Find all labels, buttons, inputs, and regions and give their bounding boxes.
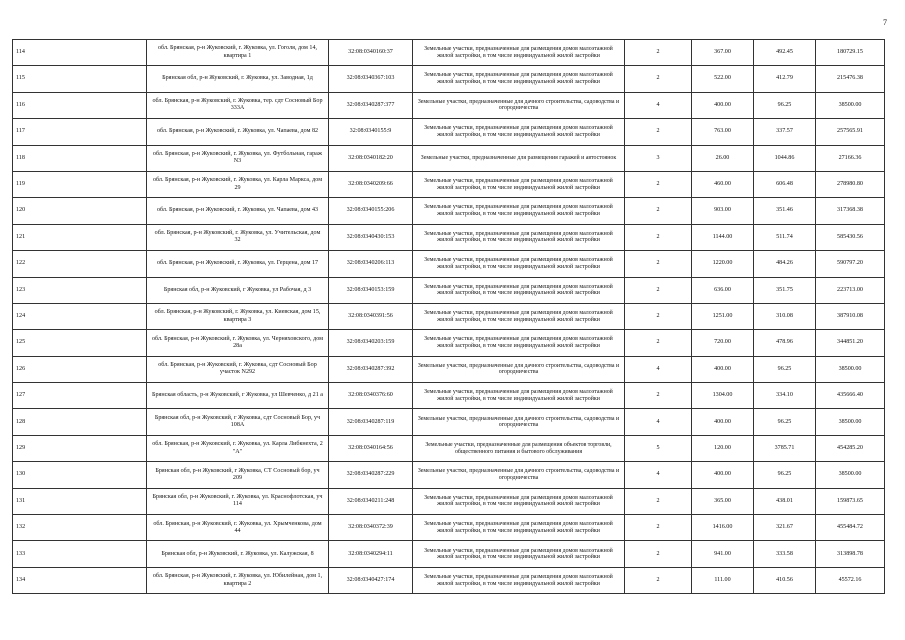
row-number-cell: 116 bbox=[13, 92, 147, 118]
cadastral-number-cell: 32:08:0340164:56 bbox=[329, 435, 413, 461]
table-row bbox=[13, 303, 885, 329]
row-number-cell: 115 bbox=[13, 66, 147, 92]
table-row bbox=[13, 515, 885, 541]
row-number-cell: 122 bbox=[13, 251, 147, 277]
table-row bbox=[13, 119, 885, 145]
land-use-cell: Земельные участки, предназначенные для размещения домов малоэтажной жилой застройки, в том числе индивидуальной жилой застройки bbox=[413, 198, 625, 224]
table-row bbox=[13, 171, 885, 197]
rate-cell: 606.48 bbox=[754, 171, 816, 197]
address-cell: обл. Брянская, р-н Жуковский, г. Жуковка, ул. Черняховского, дом 28а bbox=[147, 330, 329, 356]
row-number-cell: 129 bbox=[13, 435, 147, 461]
cadastral-value-cell: 278980.80 bbox=[816, 171, 885, 197]
address-cell: Брянская обл, р-н Жуковский, г. Жуковка, ул. Заводная, 1д bbox=[147, 66, 329, 92]
table-row bbox=[13, 277, 885, 303]
group-cell: 2 bbox=[625, 224, 692, 250]
cadastral-number-cell: 32:08:0340287:377 bbox=[329, 92, 413, 118]
area-cell: 400.00 bbox=[692, 92, 754, 118]
cadastral-number-cell: 32:08:0340155:9 bbox=[329, 119, 413, 145]
table-row bbox=[13, 330, 885, 356]
row-number-cell: 118 bbox=[13, 145, 147, 171]
cadastral-number-cell: 32:08:0340427:174 bbox=[329, 567, 413, 593]
area-cell: 26.00 bbox=[692, 145, 754, 171]
land-use-cell: Земельные участки, предназначенные для размещения домов малоэтажной жилой застройки, в том числе индивидуальной жилой застройки bbox=[413, 277, 625, 303]
cadastral-value-cell: 313898.78 bbox=[816, 541, 885, 567]
cadastral-number-cell: 32:08:0340160:37 bbox=[329, 40, 413, 66]
group-cell: 2 bbox=[625, 383, 692, 409]
group-cell: 2 bbox=[625, 66, 692, 92]
table-row bbox=[13, 92, 885, 118]
cadastral-value-cell: 317368.38 bbox=[816, 198, 885, 224]
table-row bbox=[13, 383, 885, 409]
row-number-cell: 134 bbox=[13, 567, 147, 593]
cadastral-value-cell: 387910.08 bbox=[816, 303, 885, 329]
table-row bbox=[13, 40, 885, 66]
cadastral-value-cell: 38500.00 bbox=[816, 92, 885, 118]
row-number-cell: 114 bbox=[13, 40, 147, 66]
rate-cell: 337.57 bbox=[754, 119, 816, 145]
table-row bbox=[13, 435, 885, 461]
address-cell: обл. Брянская, р-н Жуковский, г. Жуковка, ул. Юбилейная, дом 1, квартира 2 bbox=[147, 567, 329, 593]
address-cell: обл. Брянская, р-н Жуковский, г. Жуковка, ул. Карла Либкнехта, 2 "А" bbox=[147, 435, 329, 461]
table-row bbox=[13, 66, 885, 92]
row-number-cell: 126 bbox=[13, 356, 147, 382]
rate-cell: 438.01 bbox=[754, 488, 816, 514]
land-use-cell: Земельные участки, предназначенные для дачного строительства, садоводства и огородничества bbox=[413, 409, 625, 435]
row-number-cell: 127 bbox=[13, 383, 147, 409]
page-number: 7 bbox=[883, 18, 887, 27]
address-cell: Брянская обл, р-н Жуковский, г Жуковка, СТ Сосновый бор, уч 209 bbox=[147, 462, 329, 488]
cadastral-number-cell: 32:08:0340430:153 bbox=[329, 224, 413, 250]
rate-cell: 351.75 bbox=[754, 277, 816, 303]
area-cell: 1220.00 bbox=[692, 251, 754, 277]
rate-cell: 492.45 bbox=[754, 40, 816, 66]
rate-cell: 351.46 bbox=[754, 198, 816, 224]
area-cell: 636.00 bbox=[692, 277, 754, 303]
rate-cell: 410.56 bbox=[754, 567, 816, 593]
table-row bbox=[13, 224, 885, 250]
cadastral-value-cell: 27166.36 bbox=[816, 145, 885, 171]
rate-cell: 478.96 bbox=[754, 330, 816, 356]
land-use-cell: Земельные участки, предназначенные для размещения домов малоэтажной жилой застройки, в том числе индивидуальной жилой застройки bbox=[413, 119, 625, 145]
cadastral-value-cell: 455484.72 bbox=[816, 515, 885, 541]
land-use-cell: Земельные участки, предназначенные для размещения домов малоэтажной жилой застройки, в том числе индивидуальной жилой застройки bbox=[413, 567, 625, 593]
cadastral-number-cell: 32:08:0340391:56 bbox=[329, 303, 413, 329]
area-cell: 522.00 bbox=[692, 66, 754, 92]
table-row bbox=[13, 145, 885, 171]
cadastral-number-cell: 32:08:0340182:20 bbox=[329, 145, 413, 171]
rate-cell: 334.10 bbox=[754, 383, 816, 409]
area-cell: 720.00 bbox=[692, 330, 754, 356]
cadastral-number-cell: 32:08:0340209:66 bbox=[329, 171, 413, 197]
group-cell: 3 bbox=[625, 145, 692, 171]
cadastral-value-cell: 215476.38 bbox=[816, 66, 885, 92]
area-cell: 400.00 bbox=[692, 356, 754, 382]
land-use-cell: Земельные участки, предназначенные для размещения домов малоэтажной жилой застройки, в том числе индивидуальной жилой застройки bbox=[413, 303, 625, 329]
table-row bbox=[13, 251, 885, 277]
rate-cell: 321.67 bbox=[754, 515, 816, 541]
row-number-cell: 117 bbox=[13, 119, 147, 145]
cadastral-number-cell: 32:08:0340211:248 bbox=[329, 488, 413, 514]
address-cell: обл. Брянская, р-н Жуковский, г. Жуковка, тер. сдт Сосновый Бор 333А bbox=[147, 92, 329, 118]
table-row bbox=[13, 409, 885, 435]
row-number-cell: 124 bbox=[13, 303, 147, 329]
area-cell: 111.00 bbox=[692, 567, 754, 593]
cadastral-value-cell: 159873.65 bbox=[816, 488, 885, 514]
rate-cell: 96.25 bbox=[754, 409, 816, 435]
cadastral-value-cell: 38500.00 bbox=[816, 356, 885, 382]
group-cell: 2 bbox=[625, 40, 692, 66]
cadastral-number-cell: 32:08:0340372:39 bbox=[329, 515, 413, 541]
cadastral-value-cell: 454285.20 bbox=[816, 435, 885, 461]
area-cell: 1304.00 bbox=[692, 383, 754, 409]
rate-cell: 412.79 bbox=[754, 66, 816, 92]
group-cell: 4 bbox=[625, 409, 692, 435]
area-cell: 903.00 bbox=[692, 198, 754, 224]
table-row bbox=[13, 567, 885, 593]
cadastral-value-cell: 38500.00 bbox=[816, 462, 885, 488]
cadastral-value-cell: 590797.20 bbox=[816, 251, 885, 277]
group-cell: 4 bbox=[625, 92, 692, 118]
group-cell: 2 bbox=[625, 488, 692, 514]
row-number-cell: 120 bbox=[13, 198, 147, 224]
table-row bbox=[13, 356, 885, 382]
group-cell: 2 bbox=[625, 277, 692, 303]
rate-cell: 333.58 bbox=[754, 541, 816, 567]
cadastral-number-cell: 32:08:0340294:11 bbox=[329, 541, 413, 567]
area-cell: 365.00 bbox=[692, 488, 754, 514]
table-row bbox=[13, 198, 885, 224]
address-cell: обл. Брянская, р-н Жуковский, г. Жуковка, ул. Учительская, дом 32 bbox=[147, 224, 329, 250]
rate-cell: 310.08 bbox=[754, 303, 816, 329]
land-use-cell: Земельные участки, предназначенные для дачного строительства, садоводства и огородничества bbox=[413, 462, 625, 488]
area-cell: 460.00 bbox=[692, 171, 754, 197]
area-cell: 1416.00 bbox=[692, 515, 754, 541]
row-number-cell: 119 bbox=[13, 171, 147, 197]
area-cell: 1251.00 bbox=[692, 303, 754, 329]
group-cell: 2 bbox=[625, 515, 692, 541]
rate-cell: 96.25 bbox=[754, 356, 816, 382]
table-row bbox=[13, 462, 885, 488]
row-number-cell: 123 bbox=[13, 277, 147, 303]
cadastral-number-cell: 32:08:0340206:113 bbox=[329, 251, 413, 277]
row-number-cell: 132 bbox=[13, 515, 147, 541]
land-use-cell: Земельные участки, предназначенные для размещения домов малоэтажной жилой застройки, в том числе индивидуальной жилой застройки bbox=[413, 383, 625, 409]
land-use-cell: Земельные участки, предназначенные для размещения домов малоэтажной жилой застройки, в том числе индивидуальной жилой застройки bbox=[413, 515, 625, 541]
group-cell: 2 bbox=[625, 171, 692, 197]
area-cell: 1144.00 bbox=[692, 224, 754, 250]
address-cell: обл. Брянская, р-н Жуковский, г. Жуковка, ул. Хрымченкова, дом 44 bbox=[147, 515, 329, 541]
rate-cell: 96.25 bbox=[754, 92, 816, 118]
land-use-cell: Земельные участки, предназначенные для дачного строительства, садоводства и огородничества bbox=[413, 92, 625, 118]
table-body bbox=[13, 40, 885, 594]
address-cell: Брянская область, р-н Жуковский, г Жуковка, ул Шевченко, д 21 а bbox=[147, 383, 329, 409]
cadastral-number-cell: 32:08:0340287:119 bbox=[329, 409, 413, 435]
cadastral-number-cell: 32:08:0340367:103 bbox=[329, 66, 413, 92]
address-cell: обл. Брянская, р-н Жуковский, г. Жуковка, сдт Сосновый Бор участок N292 bbox=[147, 356, 329, 382]
address-cell: обл. Брянская, р-н Жуковский, г. Жуковка, ул. Карла Маркса, дом 29 bbox=[147, 171, 329, 197]
land-use-cell: Земельные участки, предназначенные для размещения домов малоэтажной жилой застройки, в том числе индивидуальной жилой застройки bbox=[413, 330, 625, 356]
address-cell: Брянская обл, р-н Жуковский, г Жуковка, сдт Сосновый Бор, уч 108А bbox=[147, 409, 329, 435]
area-cell: 400.00 bbox=[692, 409, 754, 435]
group-cell: 2 bbox=[625, 567, 692, 593]
land-use-cell: Земельные участки, предназначенные для дачного строительства, садоводства и огородничества bbox=[413, 356, 625, 382]
cadastral-number-cell: 32:08:0340287:392 bbox=[329, 356, 413, 382]
rate-cell: 3785.71 bbox=[754, 435, 816, 461]
area-cell: 941.00 bbox=[692, 541, 754, 567]
area-cell: 120.00 bbox=[692, 435, 754, 461]
land-use-cell: Земельные участки, предназначенные для размещения домов малоэтажной жилой застройки, в том числе индивидуальной жилой застройки bbox=[413, 171, 625, 197]
land-use-cell: Земельные участки, предназначенные для размещения гаражей и автостоянок bbox=[413, 145, 625, 171]
rate-cell: 1044.86 bbox=[754, 145, 816, 171]
group-cell: 2 bbox=[625, 330, 692, 356]
address-cell: обл. Брянская, р-н Жуковский, г. Жуковка, ул. Киевская, дом 15, квартира 3 bbox=[147, 303, 329, 329]
row-number-cell: 133 bbox=[13, 541, 147, 567]
group-cell: 2 bbox=[625, 119, 692, 145]
land-use-cell: Земельные участки, предназначенные для размещения объектов торговли, общественного питания и бытового обслуживания bbox=[413, 435, 625, 461]
row-number-cell: 131 bbox=[13, 488, 147, 514]
address-cell: Брянская обл, р-н Жуковский, г Жуковка, ул Рабочая, д 3 bbox=[147, 277, 329, 303]
area-cell: 367.00 bbox=[692, 40, 754, 66]
group-cell: 2 bbox=[625, 303, 692, 329]
address-cell: Брянская обл, р-н Жуковский, г. Жуковка, ул. Калужская, 8 bbox=[147, 541, 329, 567]
land-use-cell: Земельные участки, предназначенные для размещения домов малоэтажной жилой застройки, в том числе индивидуальной жилой застройки bbox=[413, 488, 625, 514]
cadastral-value-cell: 585430.56 bbox=[816, 224, 885, 250]
group-cell: 2 bbox=[625, 541, 692, 567]
area-cell: 763.00 bbox=[692, 119, 754, 145]
area-cell: 400.00 bbox=[692, 462, 754, 488]
cadastral-number-cell: 32:08:0340153:159 bbox=[329, 277, 413, 303]
group-cell: 2 bbox=[625, 198, 692, 224]
cadastral-value-cell: 344851.20 bbox=[816, 330, 885, 356]
row-number-cell: 130 bbox=[13, 462, 147, 488]
row-number-cell: 128 bbox=[13, 409, 147, 435]
address-cell: обл. Брянская, р-н Жуковский, г. Жуковка, ул. Чапаева, дом 43 bbox=[147, 198, 329, 224]
row-number-cell: 125 bbox=[13, 330, 147, 356]
cadastral-value-cell: 257565.91 bbox=[816, 119, 885, 145]
land-use-cell: Земельные участки, предназначенные для размещения домов малоэтажной жилой застройки, в том числе индивидуальной жилой застройки bbox=[413, 251, 625, 277]
land-use-cell: Земельные участки, предназначенные для размещения домов малоэтажной жилой застройки, в том числе индивидуальной жилой застройки bbox=[413, 66, 625, 92]
table-row bbox=[13, 488, 885, 514]
cadastral-value-cell: 435666.40 bbox=[816, 383, 885, 409]
cadastral-number-cell: 32:08:0340376:60 bbox=[329, 383, 413, 409]
address-cell: обл. Брянская, р-н Жуковский, г. Жуковка, ул. Гоголя, дом 14, квартира 1 bbox=[147, 40, 329, 66]
cadastral-value-cell: 223713.00 bbox=[816, 277, 885, 303]
cadastral-value-cell: 180729.15 bbox=[816, 40, 885, 66]
table-row bbox=[13, 541, 885, 567]
land-use-cell: Земельные участки, предназначенные для размещения домов малоэтажной жилой застройки, в том числе индивидуальной жилой застройки bbox=[413, 541, 625, 567]
cadastral-number-cell: 32:08:0340155:206 bbox=[329, 198, 413, 224]
address-cell: обл. Брянская, р-н Жуковский, г. Жуковка, ул. Герцена, дом 17 bbox=[147, 251, 329, 277]
cadastral-number-cell: 32:08:0340203:159 bbox=[329, 330, 413, 356]
land-use-cell: Земельные участки, предназначенные для размещения домов малоэтажной жилой застройки, в том числе индивидуальной жилой застройки bbox=[413, 40, 625, 66]
rate-cell: 96.25 bbox=[754, 462, 816, 488]
row-number-cell: 121 bbox=[13, 224, 147, 250]
group-cell: 4 bbox=[625, 462, 692, 488]
address-cell: обл. Брянская, р-н Жуковский, г. Жуковка, ул. Чапаева, дом 82 bbox=[147, 119, 329, 145]
rate-cell: 484.26 bbox=[754, 251, 816, 277]
group-cell: 2 bbox=[625, 251, 692, 277]
cadastral-value-cell: 45572.16 bbox=[816, 567, 885, 593]
rate-cell: 511.74 bbox=[754, 224, 816, 250]
group-cell: 4 bbox=[625, 356, 692, 382]
land-parcels-table bbox=[12, 39, 885, 594]
land-use-cell: Земельные участки, предназначенные для размещения домов малоэтажной жилой застройки, в том числе индивидуальной жилой застройки bbox=[413, 224, 625, 250]
address-cell: обл. Брянская, р-н Жуковский, г. Жуковка, ул. Футбольная, гараж N3 bbox=[147, 145, 329, 171]
group-cell: 5 bbox=[625, 435, 692, 461]
cadastral-value-cell: 38500.00 bbox=[816, 409, 885, 435]
address-cell: Брянская обл, р-н Жуковский, г. Жуковка, ул. Краснофлотская, уч 114 bbox=[147, 488, 329, 514]
cadastral-number-cell: 32:08:0340287:229 bbox=[329, 462, 413, 488]
